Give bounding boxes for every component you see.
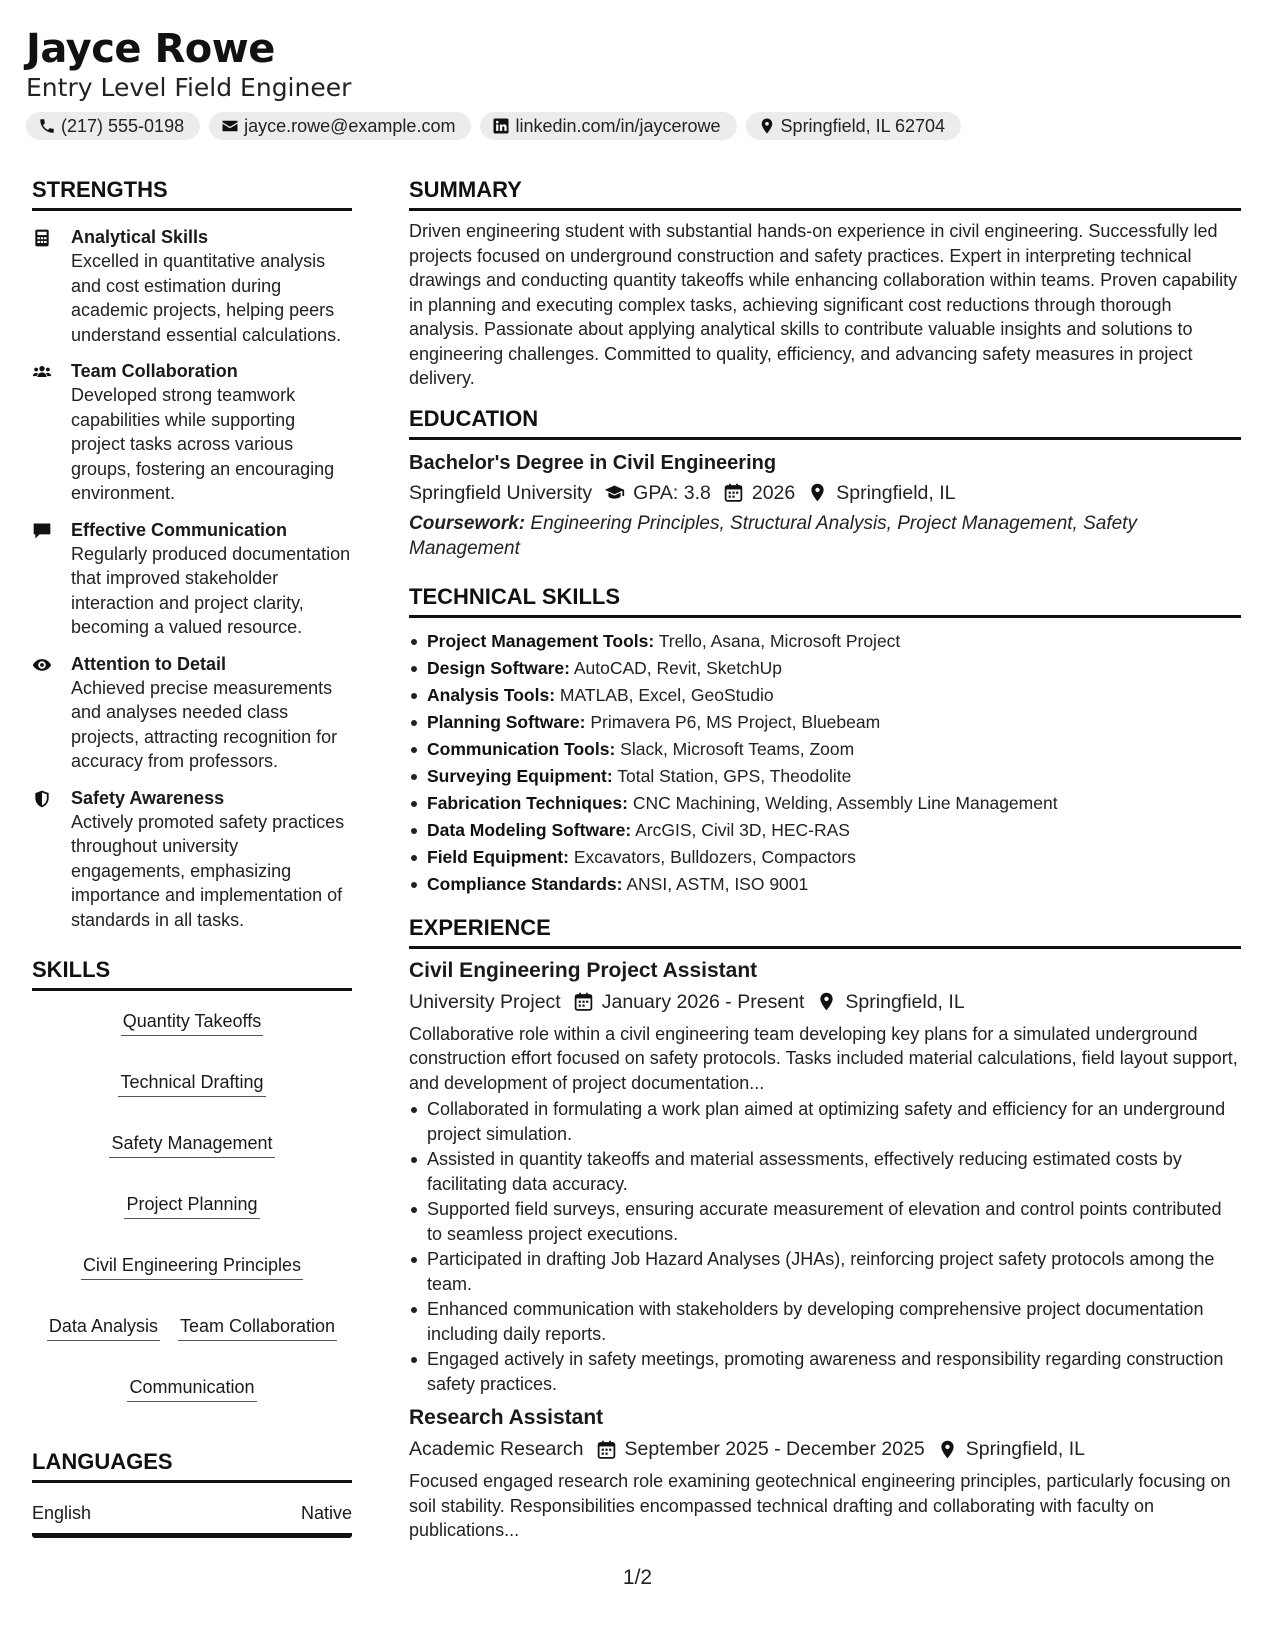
tech-skill-label: Surveying Equipment: <box>427 765 613 786</box>
summary-heading: SUMMARY <box>409 176 1241 211</box>
strength-item <box>32 652 352 774</box>
tech-skill-value: Total Station, GPS, Theodolite <box>617 765 852 786</box>
tech-skill-item <box>409 655 1241 682</box>
job-entry <box>409 1404 1241 1543</box>
strength-item <box>32 518 352 640</box>
contact-phone[interactable] <box>26 112 200 140</box>
job-location: Springfield, IL <box>845 990 965 1013</box>
education-meta <box>409 479 1241 507</box>
contact-email[interactable] <box>209 112 471 140</box>
skill-tag: Technical Drafting <box>118 1070 265 1097</box>
job-entry <box>409 957 1241 1397</box>
language-level: Native <box>300 1503 352 1523</box>
coursework-list: Engineering Principles, Structural Analysis, Project Management, Safety Management <box>409 512 1137 559</box>
candidate-role: Entry Level Field Engineer <box>26 73 352 102</box>
tech-skill-label: Analysis Tools: <box>427 684 556 705</box>
tech-skill-label: Design Software: <box>427 657 570 678</box>
tech-skill-item <box>409 736 1241 763</box>
resume-header <box>26 26 961 140</box>
tech-skill-item <box>409 628 1241 655</box>
strength-desc: Developed strong teamwork capabilities while supporting project tasks across various groups, fostering an encouraging environment. <box>71 385 335 503</box>
strength-title: Safety Awareness <box>71 787 225 808</box>
left-column <box>32 176 352 1538</box>
tech-skill-item <box>409 682 1241 709</box>
contact-email-text: jayce.rowe@example.com <box>244 115 456 136</box>
strength-desc: Achieved precise measurements and analyses needed class projects, attracting recognition for accuracy from professors. <box>71 677 338 771</box>
strength-title: Effective Communication <box>71 519 288 540</box>
skill-tag: Civil Engineering Principles <box>81 1253 303 1280</box>
graduation-year: 2026 <box>751 481 796 504</box>
job-description: Focused engaged research role examining geotechnical engineering principles, particularly focusing on soil stability. Responsibilities encompassed technical drafting and collaborating with faculty on publications... <box>409 1471 1231 1540</box>
speech-bubble-icon <box>32 521 52 541</box>
job-bullet: Participated in drafting Job Hazard Analyses (JHAs), reinforcing project safety protocols among the team. <box>409 1247 1241 1296</box>
job-org: University Project <box>409 990 561 1013</box>
strength-desc: Actively promoted safety practices throughout university engagements, emphasizing importance and implementation of standards in all tasks. <box>71 811 345 930</box>
strength-item <box>32 786 352 933</box>
tech-skill-value: Trello, Asana, Microsoft Project <box>658 630 901 651</box>
envelope-icon <box>221 117 239 135</box>
technical-skills-heading: TECHNICAL SKILLS <box>409 583 1241 618</box>
location-pin-icon <box>807 482 828 503</box>
job-meta <box>409 1435 1241 1463</box>
calendar-icon <box>596 1439 617 1460</box>
location-pin-icon <box>937 1439 958 1460</box>
tech-skill-label: Compliance Standards: <box>427 873 623 894</box>
skills-heading: SKILLS <box>32 956 352 991</box>
contact-phone-text: (217) 555-0198 <box>61 115 185 136</box>
gpa-value: GPA: 3.8 <box>633 481 711 504</box>
job-title: Research Assistant <box>409 1406 604 1429</box>
tech-skill-item <box>409 817 1241 844</box>
job-title: Civil Engineering Project Assistant <box>409 958 758 982</box>
tech-skill-value: Slack, Microsoft Teams, Zoom <box>620 738 855 759</box>
summary-text: Driven engineering student with substantial hands-on experience in civil engineering. Successfully led projects focused on underground construction and safety practices. Expert in interpreting technical drawings and conducting quantity takeoffs while enhancing collaboration within teams. Proven capability in planning and executing complex tasks, achieving significant cost reductions through thorough analysis. Passionate about applying analytical skills to contribute valuable insights and solutions to engineering challenges. Committed to quality, efficiency, and advancing safety measures in project delivery. <box>409 221 1238 388</box>
strength-desc: Excelled in quantitative analysis and cost estimation during academic projects, helping peers understand essential calculations. <box>71 251 342 345</box>
tech-skill-value: Excavators, Bulldozers, Compactors <box>573 846 856 867</box>
shield-icon <box>32 789 52 809</box>
strength-item <box>32 359 352 506</box>
tech-skill-label: Planning Software: <box>427 711 586 732</box>
job-org: Academic Research <box>409 1438 584 1460</box>
tech-skill-item <box>409 763 1241 790</box>
tech-skill-item <box>409 790 1241 817</box>
contact-bar <box>26 112 961 140</box>
tech-skill-value: ArcGIS, Civil 3D, HEC-RAS <box>635 819 850 840</box>
strength-title: Team Collaboration <box>71 361 238 381</box>
skill-tag: Safety Management <box>109 1131 274 1158</box>
degree-title: Bachelor's Degree in Civil Engineering <box>409 451 777 474</box>
languages-heading: LANGUAGES <box>32 1448 352 1483</box>
skill-tag: Communication <box>127 1375 256 1402</box>
tech-skill-value: CNC Machining, Welding, Assembly Line Management <box>632 792 1058 813</box>
tech-skill-label: Fabrication Techniques: <box>427 792 628 813</box>
language-name: English <box>32 1503 92 1523</box>
job-location: Springfield, IL <box>965 1438 1086 1460</box>
calendar-icon <box>573 991 594 1012</box>
coursework-label: Coursework: <box>409 512 526 534</box>
tech-skill-value: Primavera P6, MS Project, Bluebeam <box>590 711 881 732</box>
tech-skill-label: Data Modeling Software: <box>427 819 632 840</box>
job-bullet: Enhanced communication with stakeholders by developing comprehensive project documentation including daily reports. <box>409 1297 1241 1346</box>
education-heading: EDUCATION <box>409 405 1241 440</box>
tech-skill-item <box>409 844 1241 871</box>
location-pin-icon <box>816 991 837 1012</box>
contact-linkedin[interactable] <box>480 112 736 140</box>
strength-title: Attention to Detail <box>71 653 226 674</box>
language-row <box>32 1501 352 1538</box>
page-number: 1/2 <box>622 1566 653 1589</box>
tech-skill-item <box>409 709 1241 736</box>
strengths-heading: STRENGTHS <box>32 176 352 211</box>
technical-skills-list <box>409 628 1241 898</box>
job-bullet: Engaged actively in safety meetings, promoting awareness and responsibility regarding construction safety practices. <box>409 1347 1241 1396</box>
job-meta <box>409 988 1241 1016</box>
strength-desc: Regularly produced documentation that improved stakeholder interaction and project clarity, becoming a valued resource. <box>71 543 351 637</box>
users-icon <box>32 362 52 382</box>
tech-skill-value: AutoCAD, Revit, SketchUp <box>573 657 782 678</box>
job-bullet: Collaborated in formulating a work plan aimed at optimizing safety and efficiency for an underground project simulation. <box>409 1097 1241 1146</box>
linkedin-icon <box>492 117 510 135</box>
skills-list <box>32 1009 352 1402</box>
job-description: Collaborative role within a civil engineering team developing key plans for a simulated underground construction effort focused on safety protocols. Tasks included material calculations, field layout support, and development of project documentation... <box>409 1023 1238 1093</box>
job-bullets <box>409 1097 1241 1396</box>
strengths-list <box>32 225 352 932</box>
job-dates: September 2025 - December 2025 <box>624 1438 925 1460</box>
experience-heading: EXPERIENCE <box>409 914 1241 949</box>
tech-skill-value: ANSI, ASTM, ISO 9001 <box>626 873 809 894</box>
tech-skill-item <box>409 871 1241 898</box>
school-name: Springfield University <box>409 481 593 504</box>
job-bullet: Assisted in quantity takeoffs and material assessments, effectively reducing estimated costs by facilitating data accuracy. <box>409 1147 1241 1196</box>
eye-icon <box>32 655 52 675</box>
strength-item <box>32 225 352 347</box>
skill-tag: Team Collaboration <box>178 1314 337 1341</box>
tech-skill-label: Field Equipment: <box>427 846 569 867</box>
calculator-icon <box>32 228 52 248</box>
candidate-name: Jayce Rowe <box>26 26 275 72</box>
contact-location-text: Springfield, IL 62704 <box>780 115 945 136</box>
strength-title: Analytical Skills <box>71 227 209 247</box>
graduation-cap-icon <box>604 482 625 503</box>
skill-tag: Project Planning <box>124 1192 259 1219</box>
tech-skill-label: Project Management Tools: <box>427 630 655 651</box>
job-dates: January 2026 - Present <box>601 990 805 1013</box>
right-column <box>409 176 1241 1543</box>
coursework <box>409 511 1241 561</box>
phone-icon <box>38 117 56 135</box>
tech-skill-value: MATLAB, Excel, GeoStudio <box>559 684 774 705</box>
skill-tag: Quantity Takeoffs <box>121 1009 263 1036</box>
school-location: Springfield, IL <box>836 481 956 504</box>
contact-linkedin-text: linkedin.com/in/jaycerowe <box>515 115 721 136</box>
location-pin-icon <box>758 117 776 135</box>
contact-location <box>746 112 961 140</box>
tech-skill-label: Communication Tools: <box>427 738 616 759</box>
skill-tag: Data Analysis <box>47 1314 160 1341</box>
job-bullet: Supported field surveys, ensuring accurate measurement of elevation and control points contributed to seamless project executions. <box>409 1197 1241 1246</box>
calendar-icon <box>723 482 744 503</box>
